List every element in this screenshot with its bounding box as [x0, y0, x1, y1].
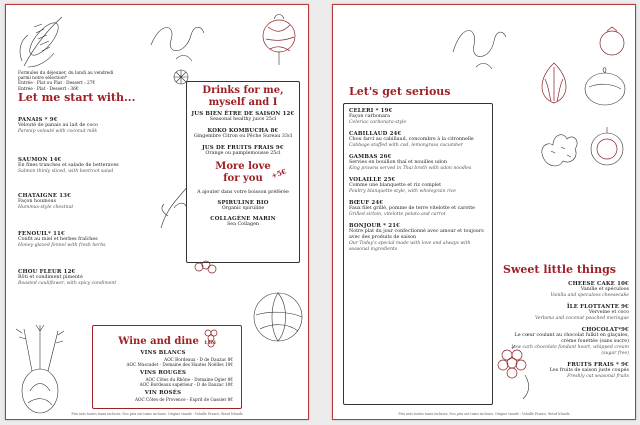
drinks-box [186, 81, 300, 263]
wine-line: AOC Bordeaux - D de Dauzac 8€ [164, 357, 233, 362]
dessert-name: FRUITS FRAIS * 9€ [567, 362, 629, 368]
drink-item [187, 145, 299, 157]
love-item [187, 216, 299, 228]
love-title-2: for you [223, 173, 263, 184]
drinks-title-1: Drinks for me, [202, 85, 284, 96]
main-desc: Servies en bouillon thaï et nouilles udon [349, 160, 447, 165]
ginger-illustration [533, 117, 583, 172]
dessert-desc: Le cœur coulant au chocolat fulkit en glaçules, crème fouettée (sans sucre) [514, 333, 629, 344]
drink-name: JUS DE FRUITS FRAIS 9€ [202, 145, 284, 151]
vegetable-illustration [579, 63, 631, 108]
menu-page-left [5, 4, 309, 420]
main-item [349, 200, 487, 218]
fig-illustration [585, 125, 631, 171]
drink-desc: Orange ou pamplemousse 25cl [205, 151, 281, 156]
starter-item [18, 193, 73, 211]
dessert-desc: Verveine et coco [588, 310, 629, 315]
love-item-desc: Sea Collagen [227, 222, 259, 227]
main-desc-en: Celeriac carbonara-style [349, 120, 407, 125]
love-intro: A ajouter dans votre boisson préférée [197, 190, 289, 195]
starter-name: SAUMON 14€ [18, 157, 62, 163]
drink-name: JUS BIEN ÊTRE DE SAISON 12€ [191, 111, 295, 117]
starter-desc: En fines tranches et salade de betteraves [18, 163, 119, 168]
starter-desc: Confit au miel et herbes fraîches [18, 237, 98, 242]
main-item [349, 108, 487, 126]
main-item [349, 177, 487, 195]
starter-name: CHATAIGNE 13€ [18, 193, 72, 199]
intro-line-1: Formules du déjeuner, du lundi au vendredi [18, 71, 114, 76]
pomegranate-illustration [595, 25, 629, 59]
wine-line: AOC Côtes du Rhône - Domaine Ogier 8€ [145, 377, 233, 382]
dessert-item [499, 281, 629, 299]
main-item [349, 223, 487, 253]
main-desc-en: Our Today's special made with love and always with seasonal ingredients [349, 241, 471, 252]
love-item [187, 200, 299, 212]
wine-group-label: VINS BLANCS [140, 350, 186, 356]
starter-desc-en: Hummus-style chestnut [18, 205, 74, 210]
love-item-desc: Organic spiruline [221, 206, 265, 211]
starter-desc: Rôti et condiment pimenté [18, 275, 83, 280]
dessert-desc: Vanille et spéculoos [580, 287, 629, 292]
wine-group-label: VINS ROUGES [139, 370, 187, 376]
footer-note: Prix nets toutes taxes incluses. Nos prix ont taxes incluses. Origine viande : Volaille France, Bœuf Irlande [398, 412, 570, 416]
starter-item [18, 269, 116, 287]
starter-item [18, 231, 106, 249]
love-item-name: COLLAGÈNE MARIN [210, 216, 276, 222]
wine-line: AOC Muscadet - Domaine des Hautes Noëlles 10€ [126, 362, 233, 367]
main-name: BŒUF 24€ [349, 200, 384, 206]
starters-title: Let me start with... [18, 91, 136, 104]
main-name: VOLAILLE 25€ [349, 177, 396, 183]
main-desc: Façon carbonara [349, 114, 390, 119]
main-item [349, 154, 487, 172]
love-price: +5€ [270, 166, 289, 181]
dessert-desc-en: Verbena and coconut poached meringue [534, 316, 629, 321]
footer-note: Prix nets toutes taxes incluses. Nos prix ont taxes incluses. Origine viande : Volaille France, Bœuf Irlande [71, 412, 243, 416]
cabbage-illustration [248, 285, 306, 347]
mains-title: Let's get serious [349, 85, 451, 98]
wine-unit: 15cl [203, 340, 216, 346]
main-desc-en: Grilled sirloin, vitelotte potato and carrot [349, 212, 446, 217]
starter-desc: Façon houmous [18, 199, 57, 204]
drinks-title-2: myself and I [208, 97, 278, 108]
corn-illustration [14, 11, 74, 71]
starter-name: CHOU FLEUR 12€ [18, 269, 76, 275]
dessert-desc: Les fruits de saison juste coupés [549, 368, 629, 373]
swirl-illustration [448, 17, 508, 72]
intro-line-2: parmi notre sélection* [18, 76, 67, 82]
drink-item [187, 111, 299, 123]
grapes-illustration [495, 345, 535, 400]
love-title-1: More love [215, 161, 271, 172]
wine-grapes-illustration [202, 327, 222, 349]
starter-desc-en: Honey-glazed fennel with fresh herbs [18, 243, 106, 248]
starter-desc: Velouté de panais au lait de coco [18, 123, 98, 128]
main-name: GAMBAS 26€ [349, 154, 392, 160]
starter-item [18, 157, 119, 175]
menu-page-right [332, 4, 636, 420]
intro-line-4: Entrée · Plat · Dessert : 36€ [18, 86, 79, 92]
starter-desc-en: Roasted cauliflower, with spicy condiment [18, 281, 117, 286]
main-item [349, 131, 487, 149]
starter-item [18, 117, 98, 135]
dessert-item [499, 304, 629, 322]
dessert-desc-en: Low carb chocolate fondant heart, whipped cream (sugar free) [511, 345, 629, 356]
drink-item [187, 128, 299, 140]
main-desc: Notre plat du jour confectionné avec amour et toujours avec des produits de saison [349, 229, 484, 240]
wine-title: Wine and dine [118, 336, 199, 347]
dessert-desc-en: Freshly cut seasonal fruits [567, 374, 629, 379]
drink-name: KOKO KOMBUCHA 8€ [207, 128, 279, 134]
dessert-name: CHEESE CAKE 10€ [568, 281, 629, 287]
starter-name: FENOUIL* 11€ [18, 231, 65, 237]
main-name: CABILLAUD 24€ [349, 131, 402, 137]
drink-desc: Seasonal healthy juice 25cl [209, 117, 277, 122]
drink-desc: Gingembre Citron ou Pêche Sureau 33cl [193, 134, 293, 139]
starter-name: PANAIS * 9€ [18, 117, 58, 123]
main-desc: Comme une blanquette et riz complet [349, 183, 441, 188]
wine-group-label: VIN ROSÉS [144, 390, 182, 396]
love-item-name: SPIRULINE BIO [217, 200, 269, 206]
garlic-illustration [529, 57, 579, 107]
leaf-bundle-illustration [254, 11, 304, 66]
main-desc-en: King prawns served in Thai broth with udon noodles [349, 166, 472, 171]
main-desc-en: Cabbage stuffed with cod, lemongrass cucumber [349, 143, 463, 148]
main-name: CELERI * 19€ [349, 108, 393, 114]
dessert-desc-en: Vanilla and speculoos cheesecake [550, 293, 629, 298]
main-desc: Faux filet grillé, pomme de terre vitelotte et carotte [349, 206, 475, 211]
intro-line-3: Entrée · Plat ou Plat · Dessert : 27€ [18, 81, 96, 87]
desserts-title: Sweet little things [503, 263, 616, 276]
starter-desc-en: Salmon thinly sliced, with beetroot salad [18, 169, 114, 174]
berries-illustration [191, 257, 221, 277]
main-desc: Chou farci au cabillaud, concombre à la citronnelle [349, 137, 474, 142]
fennel-illustration [12, 321, 74, 416]
starter-desc-en: Parsnip velouté with coconut milk [18, 129, 98, 134]
main-desc-en: Poultry blanquette-style, with wholegrain rice [349, 189, 457, 194]
dessert-name: ÎLE FLOTTANTE 9€ [567, 304, 629, 310]
mains-box [343, 103, 493, 405]
main-name: BONJOUR * 21€ [349, 223, 401, 229]
wine-line: AOC Bordeaux supérieur - D de Dauzac 10€ [139, 382, 233, 387]
wine-line: AOC Côtes de Provence - Esprit de Gassier 8€ [135, 397, 233, 402]
dessert-name: CHOCOLAT*9€ [581, 327, 629, 333]
swirl-illustration [146, 15, 206, 65]
